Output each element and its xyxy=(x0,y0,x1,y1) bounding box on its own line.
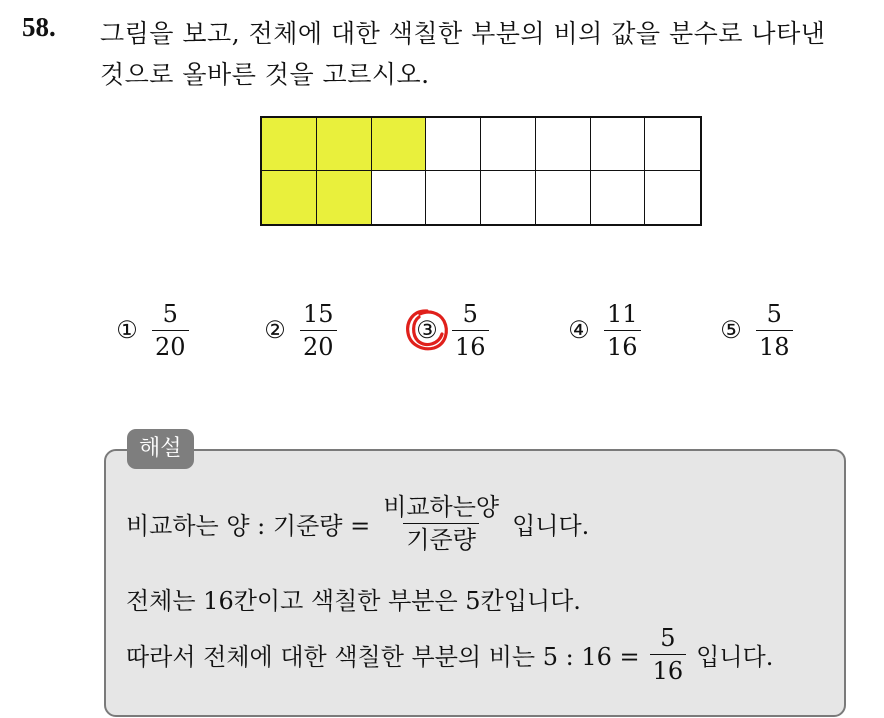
fraction-denominator: 16 xyxy=(650,654,687,683)
question-text-line-2: 것으로 올바른 것을 고르시오. xyxy=(100,60,430,89)
fraction-numerator: 15 xyxy=(303,299,334,328)
fraction-denominator: 16 xyxy=(452,330,489,359)
grid-cell-shaded xyxy=(317,171,372,224)
grid-cell-shaded xyxy=(262,118,317,171)
choice-fraction xyxy=(300,299,337,361)
choice-1[interactable] xyxy=(110,298,189,362)
grid-cell xyxy=(372,171,427,224)
choice-mark: ① xyxy=(116,316,138,344)
fraction-denominator: 20 xyxy=(152,330,189,359)
grid-cell-shaded xyxy=(372,118,427,171)
question-text-line-1: 그림을 보고, 전체에 대한 색칠한 부분의 비의 값을 분수로 나타낸 xyxy=(100,19,826,48)
choice-mark-text: ③ xyxy=(416,316,438,344)
solution-formula-suffix: 입니다. xyxy=(512,511,590,540)
solution-tag: 해설 xyxy=(127,429,194,469)
fraction-numerator: 비교하는양 xyxy=(383,492,500,521)
choice-5[interactable] xyxy=(714,298,793,362)
fraction-numerator: 5 xyxy=(660,623,676,652)
grid-cell xyxy=(481,171,536,224)
choice-4[interactable] xyxy=(562,298,641,362)
solution-line-1 xyxy=(126,488,589,558)
solution-conclusion-prefix: 따라서 전체에 대한 색칠한 부분의 비는 5 : 16 = xyxy=(126,642,640,671)
grid-cell xyxy=(426,118,481,171)
choice-fraction xyxy=(756,299,793,361)
choice-3[interactable] xyxy=(410,298,489,362)
choice-2[interactable] xyxy=(258,298,337,362)
grid-cell xyxy=(591,171,646,224)
fraction-denominator: 20 xyxy=(300,330,337,359)
grid-cell xyxy=(536,118,591,171)
fraction-numerator: 5 xyxy=(462,299,478,328)
grid-cell xyxy=(481,118,536,171)
grid-cell-shaded xyxy=(262,171,317,224)
grid-cell xyxy=(591,118,646,171)
fraction-numerator: 5 xyxy=(162,299,178,328)
solution-formula-fraction xyxy=(380,492,502,554)
grid-cell xyxy=(536,171,591,224)
grid-cell xyxy=(645,171,700,224)
grid-cell xyxy=(645,118,700,171)
choice-fraction xyxy=(452,299,489,361)
choice-mark: ④ xyxy=(568,316,590,344)
solution-conclusion-suffix: 입니다. xyxy=(696,642,774,671)
grid-cell-shaded xyxy=(317,118,372,171)
fraction-numerator: 11 xyxy=(607,299,638,328)
solution-conclusion-fraction xyxy=(650,623,687,685)
grid-cell xyxy=(426,171,481,224)
choice-fraction xyxy=(604,299,641,361)
fraction-numerator: 5 xyxy=(766,299,782,328)
fraction-denominator: 16 xyxy=(604,330,641,359)
choice-mark xyxy=(410,316,444,344)
fraction-denominator: 18 xyxy=(756,330,793,359)
question-number: 58. xyxy=(22,12,56,42)
solution-formula-prefix: 비교하는 양 : 기준량 = xyxy=(126,511,371,540)
solution-line-3 xyxy=(126,622,773,686)
solution-line-2: 전체는 16칸이고 색칠한 부분은 5칸입니다. xyxy=(126,586,581,615)
choice-mark: ② xyxy=(264,316,286,344)
choice-mark: ⑤ xyxy=(720,316,742,344)
choice-fraction xyxy=(152,299,189,361)
fraction-denominator: 기준량 xyxy=(403,523,479,552)
grid-figure xyxy=(260,116,702,226)
